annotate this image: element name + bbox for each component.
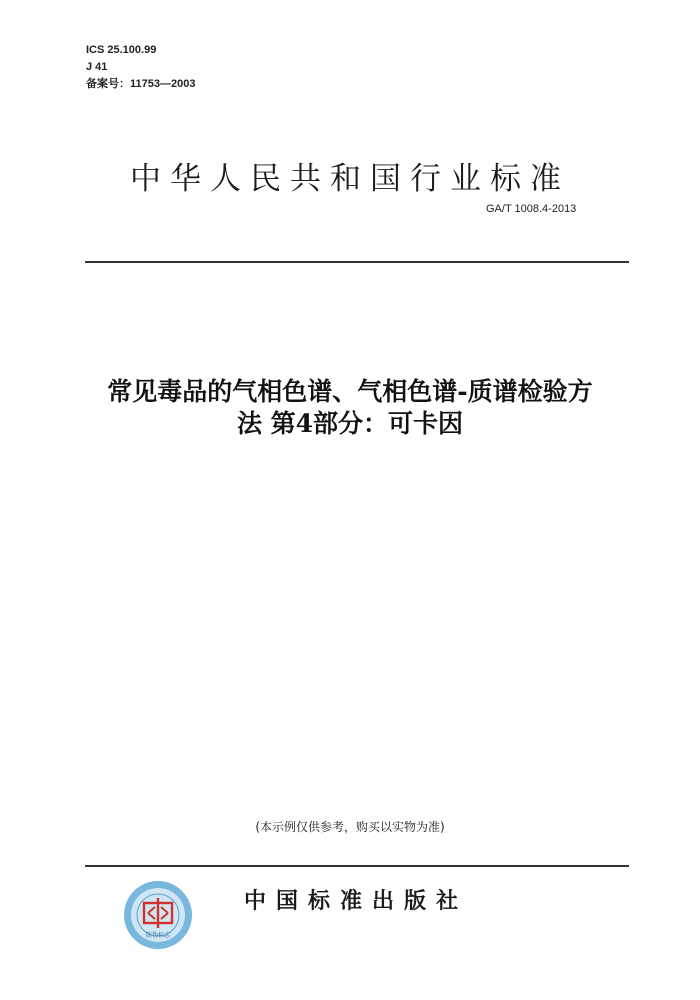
top-divider [85,261,629,263]
seal-mark-icon [144,898,172,928]
ccs-code: J 41 [86,61,108,73]
document-title [40,376,660,440]
sample-notice: (本示例仅供参考，购买以实物为准) [255,820,445,834]
header-meta [86,42,195,93]
publisher-name: 中国标准出版社 [244,889,469,914]
seal-caption: 防伪标志 [145,932,171,939]
anti-counterfeit-seal-icon [122,879,194,951]
document-title-line-1: 常见毒品的气相色谱、气相色谱-质谱检验方 [107,377,593,406]
standard-code: GA/T 1008.4-2013 [486,203,577,215]
standard-category-title: 中华人民共和国行业标准 [130,161,570,197]
bottom-divider [85,865,629,867]
filing-number: 备案号：11753—2003 [86,78,196,90]
document-title-line-2: 法 第4部分：可卡因 [236,409,464,438]
ics-code: ICS 25.100.99 [86,44,157,56]
